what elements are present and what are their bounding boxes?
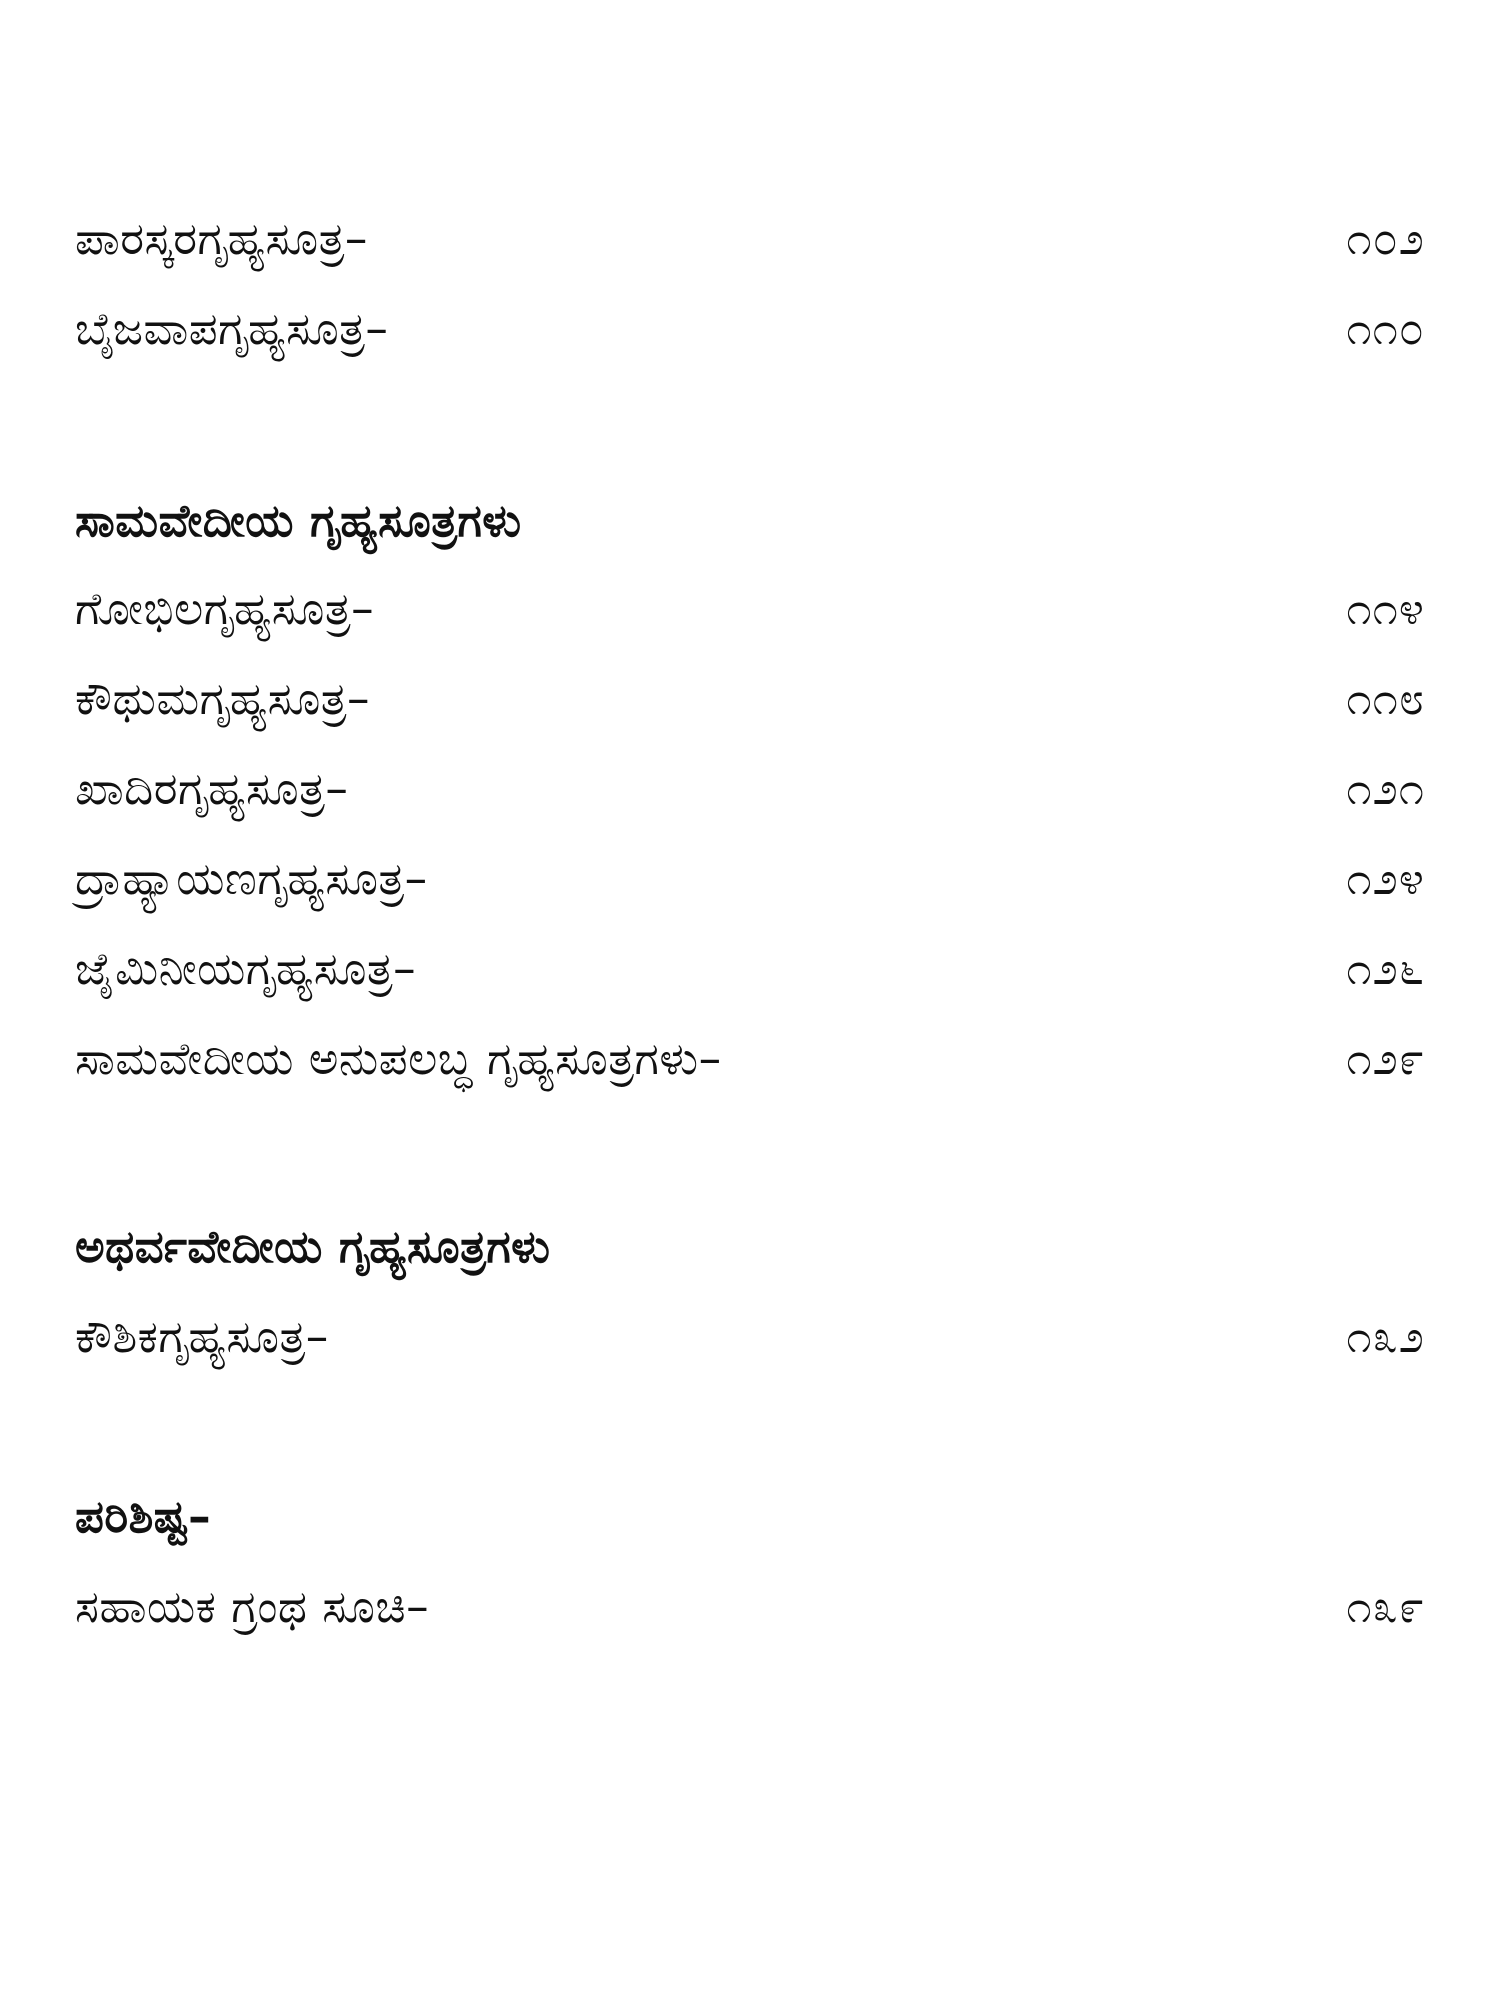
section-heading: ಅಥರ್ವವೇದೀಯ ಗೃಹ್ಯಸೂತ್ರಗಳು [75,1219,551,1273]
toc-entry-title: ಸಹಾಯಕ ಗ್ರಂಥ ಸೂಚಿ– [75,1579,430,1633]
toc-entry-title: ಕೌಥುಮಗೃಹ್ಯಸೂತ್ರ– [75,671,371,725]
section-heading: ಪರಿಶಿಷ್ಟ– [75,1489,212,1543]
toc-entry-page-number: ೧೦೨ [1346,211,1425,265]
toc-entry-page-number: ೧೩೨ [1346,1309,1425,1363]
toc-entry [75,1305,1425,1367]
toc-entry [75,207,1425,269]
section-heading: ಸಾಮವೇದೀಯ ಗೃಹ್ಯಸೂತ್ರಗಳು [75,493,522,547]
toc-entry [75,297,1425,359]
toc-entry [75,667,1425,729]
toc-entry [75,757,1425,819]
toc-entry-page-number: ೧೩೯ [1346,1579,1425,1633]
toc-entry-title: ದ್ರಾಹ್ಯಾಯಣಗೃಹ್ಯಸೂತ್ರ– [75,851,428,905]
toc-entry-page-number: ೧೧೦ [1346,301,1425,355]
toc-entry-page-number: ೧೨೯ [1346,1031,1425,1085]
toc-entry-page-number: ೧೨೪ [1346,851,1425,905]
toc-entry-title: ಖಾದಿರಗೃಹ್ಯಸೂತ್ರ– [75,761,349,815]
toc-entry [75,847,1425,909]
toc-entry-title: ಸಾಮವೇದೀಯ ಅನುಪಲಬ್ಧ ಗೃಹ್ಯಸೂತ್ರಗಳು– [75,1031,722,1085]
toc-entry-title: ಗೋಭಿಲಗೃಹ್ಯಸೂತ್ರ– [75,581,375,635]
toc-entry [75,577,1425,639]
toc-entry [75,937,1425,999]
toc-entry-page-number: ೧೧೮ [1346,671,1425,725]
toc-entry-title: ಕೌಶಿಕಗೃಹ್ಯಸೂತ್ರ– [75,1309,329,1363]
toc-entry [75,1575,1425,1637]
toc-entry-title: ಪಾರಸ್ಕರಗೃಹ್ಯಸೂತ್ರ– [75,211,368,265]
toc-entry-page-number: ೧೧೪ [1346,581,1425,635]
toc-entry-title: ಜೈಮಿನೀಯಗೃಹ್ಯಸೂತ್ರ– [75,941,417,995]
toc-entry-page-number: ೧೨೬ [1346,941,1425,995]
toc-entry-page-number: ೧೨೧ [1346,761,1425,815]
toc-entry-title: ಬೈಜವಾಪಗೃಹ್ಯಸೂತ್ರ– [75,301,389,355]
toc-entry [75,1027,1425,1089]
